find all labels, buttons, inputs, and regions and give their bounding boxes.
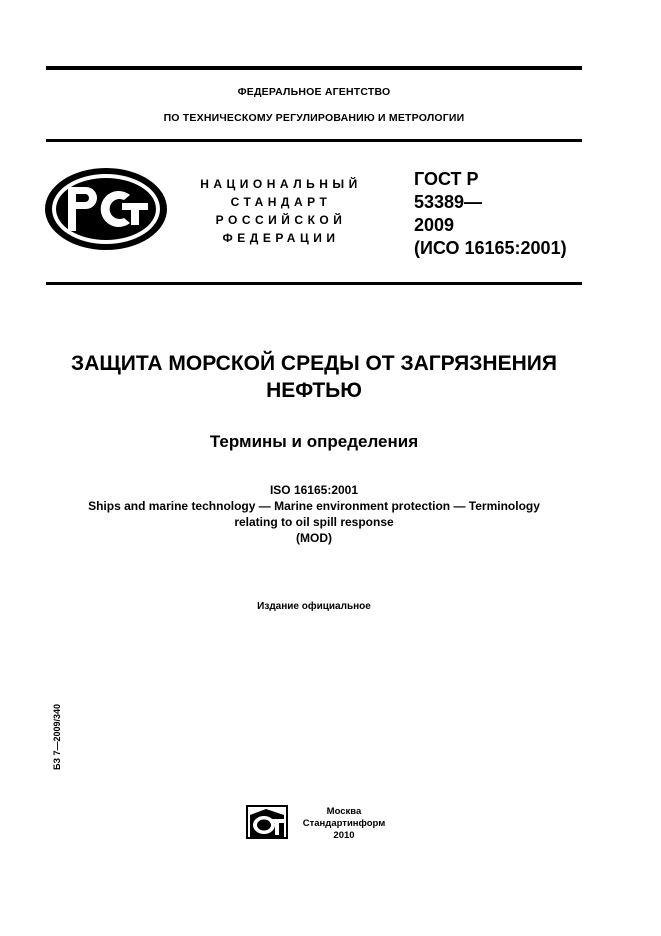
publisher-year: 2010 <box>333 830 355 841</box>
agency-line-2: ПО ТЕХНИЧЕСКОМУ РЕГУЛИРОВАНИЮ И МЕТРОЛОГИИ <box>163 112 465 124</box>
iso-title-line-1: Ships and marine technology — Marine environment protection — Terminology <box>88 499 540 513</box>
emblem-rule <box>46 282 582 285</box>
gost-line-2: 53389— <box>414 192 483 212</box>
document-subtitle: Термины и определения <box>209 432 419 451</box>
edition-label: Издание официальное <box>257 601 371 612</box>
gost-line-1: ГОСТ Р <box>414 169 479 189</box>
national-line-1: НАЦИОНАЛЬНЫЙ <box>200 177 362 191</box>
document-title-line-1: ЗАЩИТА МОРСКОЙ СРЕДЫ ОТ ЗАГРЯЗНЕНИЯ <box>71 352 557 375</box>
iso-title-line-3: (MOD) <box>296 531 332 545</box>
publisher-name: Стандартинформ <box>302 818 386 829</box>
top-rule <box>46 66 582 70</box>
iso-title-line-2: relating to oil spill response <box>234 515 394 529</box>
iso-code: ISO 16165:2001 <box>269 483 359 497</box>
publisher-city: Москва <box>326 806 362 817</box>
gost-line-3: 2009 <box>414 215 455 235</box>
rst-emblem-icon <box>42 165 170 253</box>
header-rule <box>46 139 582 142</box>
national-line-3: РОССИЙСКОЙ <box>215 213 347 227</box>
agency-line-1: ФЕДЕРАЛЬНОЕ АГЕНТСТВО <box>237 86 391 98</box>
standartinform-logo-icon <box>246 805 288 839</box>
document-title-line-2: НЕФТЬЮ <box>266 379 362 402</box>
national-line-4: ФЕДЕРАЦИИ <box>222 231 340 245</box>
national-line-2: СТАНДАРТ <box>230 195 332 209</box>
side-note: БЗ 7—2009/340 <box>52 703 62 771</box>
gost-line-4: (ИСО 16165:2001) <box>414 238 567 258</box>
